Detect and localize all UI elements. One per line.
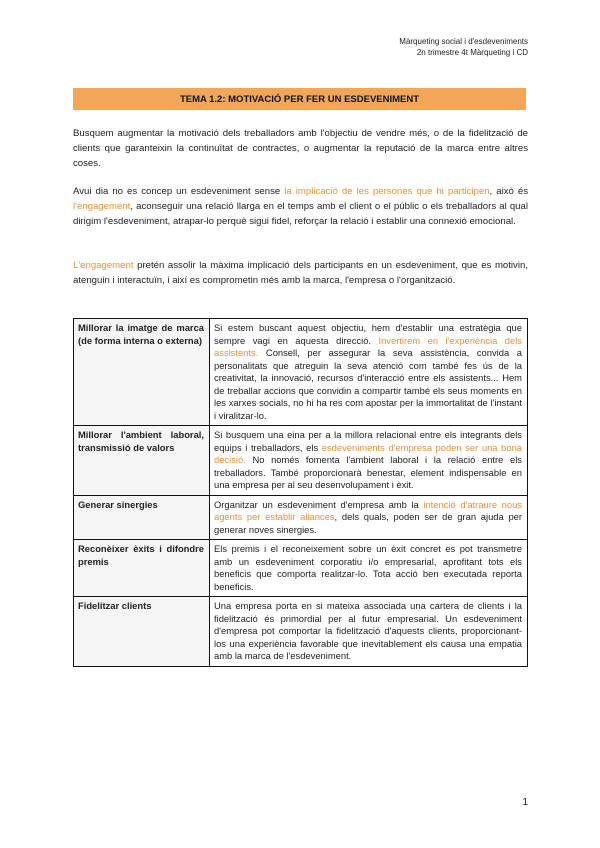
paragraph-2-text-end: , aconseguir una relació llarga en el temps amb el client o el públic o els treballadors al qual dirigim l'esdeveniment, atrapar-lo perquè sigui fidel, reforçar la relació i establir una connexió emocional. <box>73 201 528 227</box>
motivation-table <box>73 318 528 667</box>
row-highlight: esdeveniments d'empresa poden ser una bona decisió. <box>214 441 522 465</box>
row-label: Fidelitzar clients <box>74 597 210 667</box>
page-header <box>399 36 528 58</box>
header-course: Màrqueting social i d'esdeveniments <box>399 37 528 46</box>
row-highlight: intenció d'atraure nous agents per establir aliances <box>214 498 522 522</box>
paragraph-3-text: pretén assolir la màxima implicació dels participants en un esdeveniment, que es motivin, atenguin i interactuïn, i així es comprometin més amb la marca, l'empresa o l'organització. <box>73 260 528 286</box>
table-row <box>74 495 528 540</box>
row-label: Reconèixer èxits i difondre premis <box>74 540 210 597</box>
table-row <box>74 426 528 496</box>
row-description-text: Els premis i el reconeixement sobre un èxit concret es pot transmetre amb un esdeveniment corporatiu i/o empresarial, aprofitant tots els beneficis que comporta realitzar-lo. Tota acció ben executada reporta beneficis. <box>214 543 522 592</box>
section-title-bar <box>73 88 526 110</box>
row-label: Millorar l'ambient laboral, transmissió de valors <box>74 426 210 496</box>
paragraph-1 <box>73 126 528 171</box>
row-label: Generar sinergies <box>74 495 210 540</box>
row-description <box>210 495 528 540</box>
paragraph-2-text-mid: , això és <box>489 186 529 197</box>
row-description-text-end: Consell, per assegurar la seva assistència, convida a personalitats que atreguin la seva atenció com també fes ús de la creativitat, la innovació, recursos d'interacció entre els assistents... Hem de treballar accions que convidin a compartir també els seus moments en les xarxes socials, no hi ha res com apostar per la immortalitat de l'instant i viralitzar-lo. <box>214 347 522 421</box>
section-title: TEMA 1.2: MOTIVACIÓ PER FER UN ESDEVENIMENT <box>179 93 420 105</box>
row-highlight: Invertirem en l'experiència dels assistents. <box>214 334 522 358</box>
row-description-text: Si estem buscant aquest objectiu, hem d'establir una estratègia que sempre vagi en aquesta direcció. <box>214 322 522 346</box>
highlight-engagement-start: L'engagement <box>73 260 134 271</box>
paragraph-3 <box>73 258 528 288</box>
highlight-implication: la implicació de les persones que hi participen <box>284 186 490 197</box>
row-description <box>210 426 528 496</box>
highlight-engagement: l'engagement <box>73 201 131 212</box>
row-label: Millorar la imatge de marca (de forma interna o externa) <box>74 319 210 426</box>
row-description-text: Una empresa porta en si mateixa associada una cartera de clients i la fidelització és primordial per al futur empresarial. Un esdeveniment d'empresa pot comportar la fidelització d'aquests clients, proporcionant-los una experiència favorable que inevitablement els causa una empatia amb la marca de l'esdeveniment. <box>214 600 522 661</box>
paragraph-1-text: Busquem augmentar la motivació dels treballadors amb l'objectiu de vendre més, o de la fidelització de clients que garanteixin la continuïtat de contractes, o augmentar la reputació de la marca entre altres coses. <box>73 128 528 169</box>
paragraph-2 <box>73 184 528 229</box>
paragraph-2-text: Avui dia no es concep un esdeveniment sense <box>73 186 285 197</box>
row-description <box>210 540 528 597</box>
row-description-text: Si busquem una eina per a la millora relacional entre els integrants dels equips i treballadors, els <box>214 429 522 453</box>
table-row <box>74 540 528 597</box>
table-row <box>74 597 528 667</box>
table-row <box>74 319 528 426</box>
row-description <box>210 319 528 426</box>
row-description <box>210 597 528 667</box>
header-term: 2n trimestre 4t Màrqueting i CD <box>416 48 528 57</box>
row-description-text-end: , dels quals, poden ser de gran ajuda per generar noves sinergies. <box>214 511 522 535</box>
page-number: 1 <box>522 797 528 808</box>
row-description-text: Organitzar un esdeveniment d'empresa amb la <box>214 498 424 510</box>
row-description-text-end: No només fomenta l'ambient laboral i la relació entre els treballadors. També proporcionarà benestar, element indispensable en una empresa per al seu desenvolupament i èxit. <box>214 454 522 490</box>
